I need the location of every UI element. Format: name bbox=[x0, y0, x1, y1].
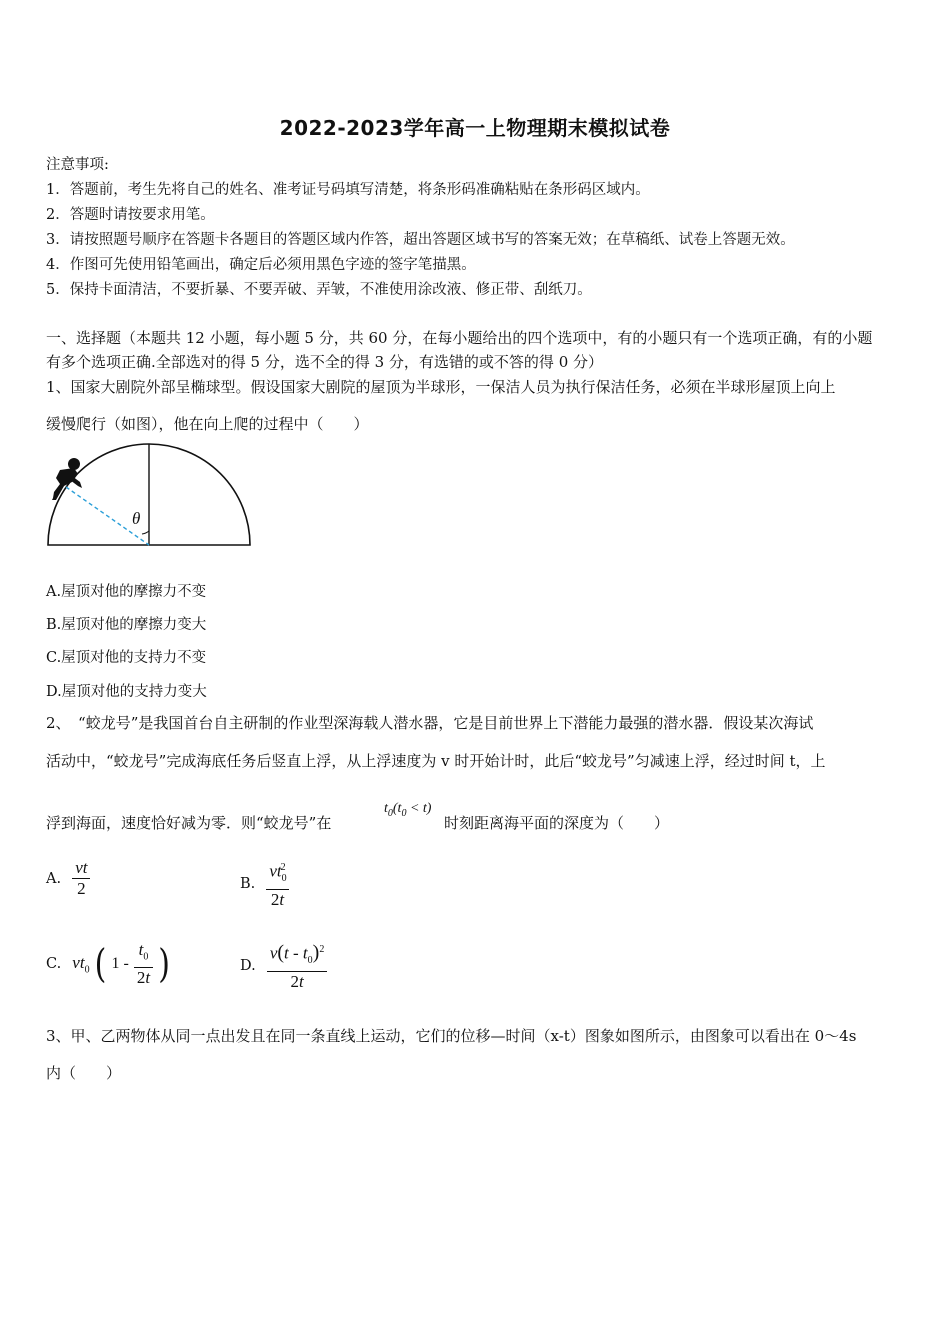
notice-item: 5．保持卡面清洁，不要折暴、不要弄破、弄皱，不准使用涂改液、修正带、刮纸刀。 bbox=[46, 282, 592, 298]
q3-stem-line1: 3、甲、乙两物体从同一点出发且在同一条直线上运动，它们的位移—时间（x-t）图象如图所示，由图象可以看出在 0～4s bbox=[46, 1027, 857, 1045]
formula-vt0sq-over-2t: $\frac{vt_0^2}{2t}$ bbox=[266, 858, 288, 910]
notice-item: 3．请按照题号顺序在答题卡各题目的答题区域内作答，超出答题区域书写的答案无效；在草稿纸、试卷上答题无效。 bbox=[46, 232, 795, 248]
q1-stem-line1: 1、国家大剧院外部呈椭球型。假设国家大剧院的屋顶为半球形，一保洁人员为执行保洁任务，必须在半球形屋顶上向上 bbox=[46, 378, 836, 396]
formula-v-t-minus-t0-sq-over-2t: $\frac{v(t - t_0)^2}{2t}$ bbox=[267, 940, 328, 992]
formula-vt-over-2: $\frac{vt}{2}$ bbox=[72, 858, 90, 899]
q1-option-c: C.屋顶对他的支持力不变 bbox=[46, 650, 207, 666]
q3-stem-line2: 内（ ） bbox=[46, 1064, 122, 1082]
q1-option-a: A.屋顶对他的摩擦力不变 bbox=[46, 584, 207, 600]
q2-option-d bbox=[240, 940, 327, 992]
option-label: C. bbox=[46, 956, 62, 973]
section-heading-line1: 一、选择题（本题共 12 小题，每小题 5 分，共 60 分，在每小题给出的四个选项中，有的小题只有一个选项正确，有的小题 bbox=[46, 329, 873, 347]
angle-arc bbox=[142, 531, 149, 534]
formula-vt0-factor: $vt_0$ bbox=[72, 953, 90, 976]
q1-option-d: D.屋顶对他的支持力变大 bbox=[46, 684, 207, 700]
option-label: D. bbox=[240, 958, 256, 975]
option-label: A. bbox=[46, 870, 62, 887]
q1-stem-line2: 缓慢爬行（如图），他在向上爬的过程中（ ） bbox=[46, 415, 369, 433]
q2-option-c: C. $vt_0$ ( 1 - $\frac{t_0}{2t}$ ) bbox=[46, 940, 170, 988]
q2-time-condition: $t_0(t_0 < t)$ bbox=[384, 801, 432, 819]
notice-heading: 注意事项: bbox=[46, 157, 109, 173]
climber-icon bbox=[52, 458, 82, 500]
q2-stem-line2: 活动中，“蛟龙号”完成海底任务后竖直上浮，从上浮速度为 v 时开始计时，此后“蛟龙号”匀减速上浮，经过时间 t，上 bbox=[46, 752, 826, 770]
q1-option-b: B.屋顶对他的摩擦力变大 bbox=[46, 617, 207, 633]
option-label: B. bbox=[240, 876, 256, 893]
q1-hemisphere-figure bbox=[44, 442, 254, 550]
notice-item: 1．答题前，考生先将自己的姓名、准考证号码填写清楚，将条形码准确粘贴在条形码区域内。 bbox=[46, 182, 650, 198]
q2-option-a bbox=[46, 858, 90, 899]
q2-stem-line3b: 时刻距离海平面的深度为（ ） bbox=[444, 814, 670, 832]
theta-label: θ bbox=[132, 509, 141, 528]
notice-item: 2．答题时请按要求用笔。 bbox=[46, 207, 215, 223]
q2-option-b bbox=[240, 858, 289, 910]
section-heading-line2: 有多个选项正确.全部选对的得 5 分，选不全的得 3 分，有选错的或不答的得 0 分） bbox=[46, 353, 604, 371]
notice-item: 4．作图可先使用铅笔画出，确定后必须用黑色字迹的签字笔描黑。 bbox=[46, 257, 476, 273]
page-title: 2022-2023学年高一上物理期末模拟试卷 bbox=[279, 116, 671, 140]
formula-t0-over-2t: $\frac{t_0}{2t}$ bbox=[134, 940, 153, 988]
q2-stem-line3a: 浮到海面，速度恰好减为零．则“蛟龙号”在 bbox=[46, 814, 332, 832]
q2-stem-line1: 2、 “蛟龙号”是我国首台自主研制的作业型深海载人潜水器，它是目前世界上下潜能力最强的潜水器．假设某次海试 bbox=[46, 714, 814, 732]
